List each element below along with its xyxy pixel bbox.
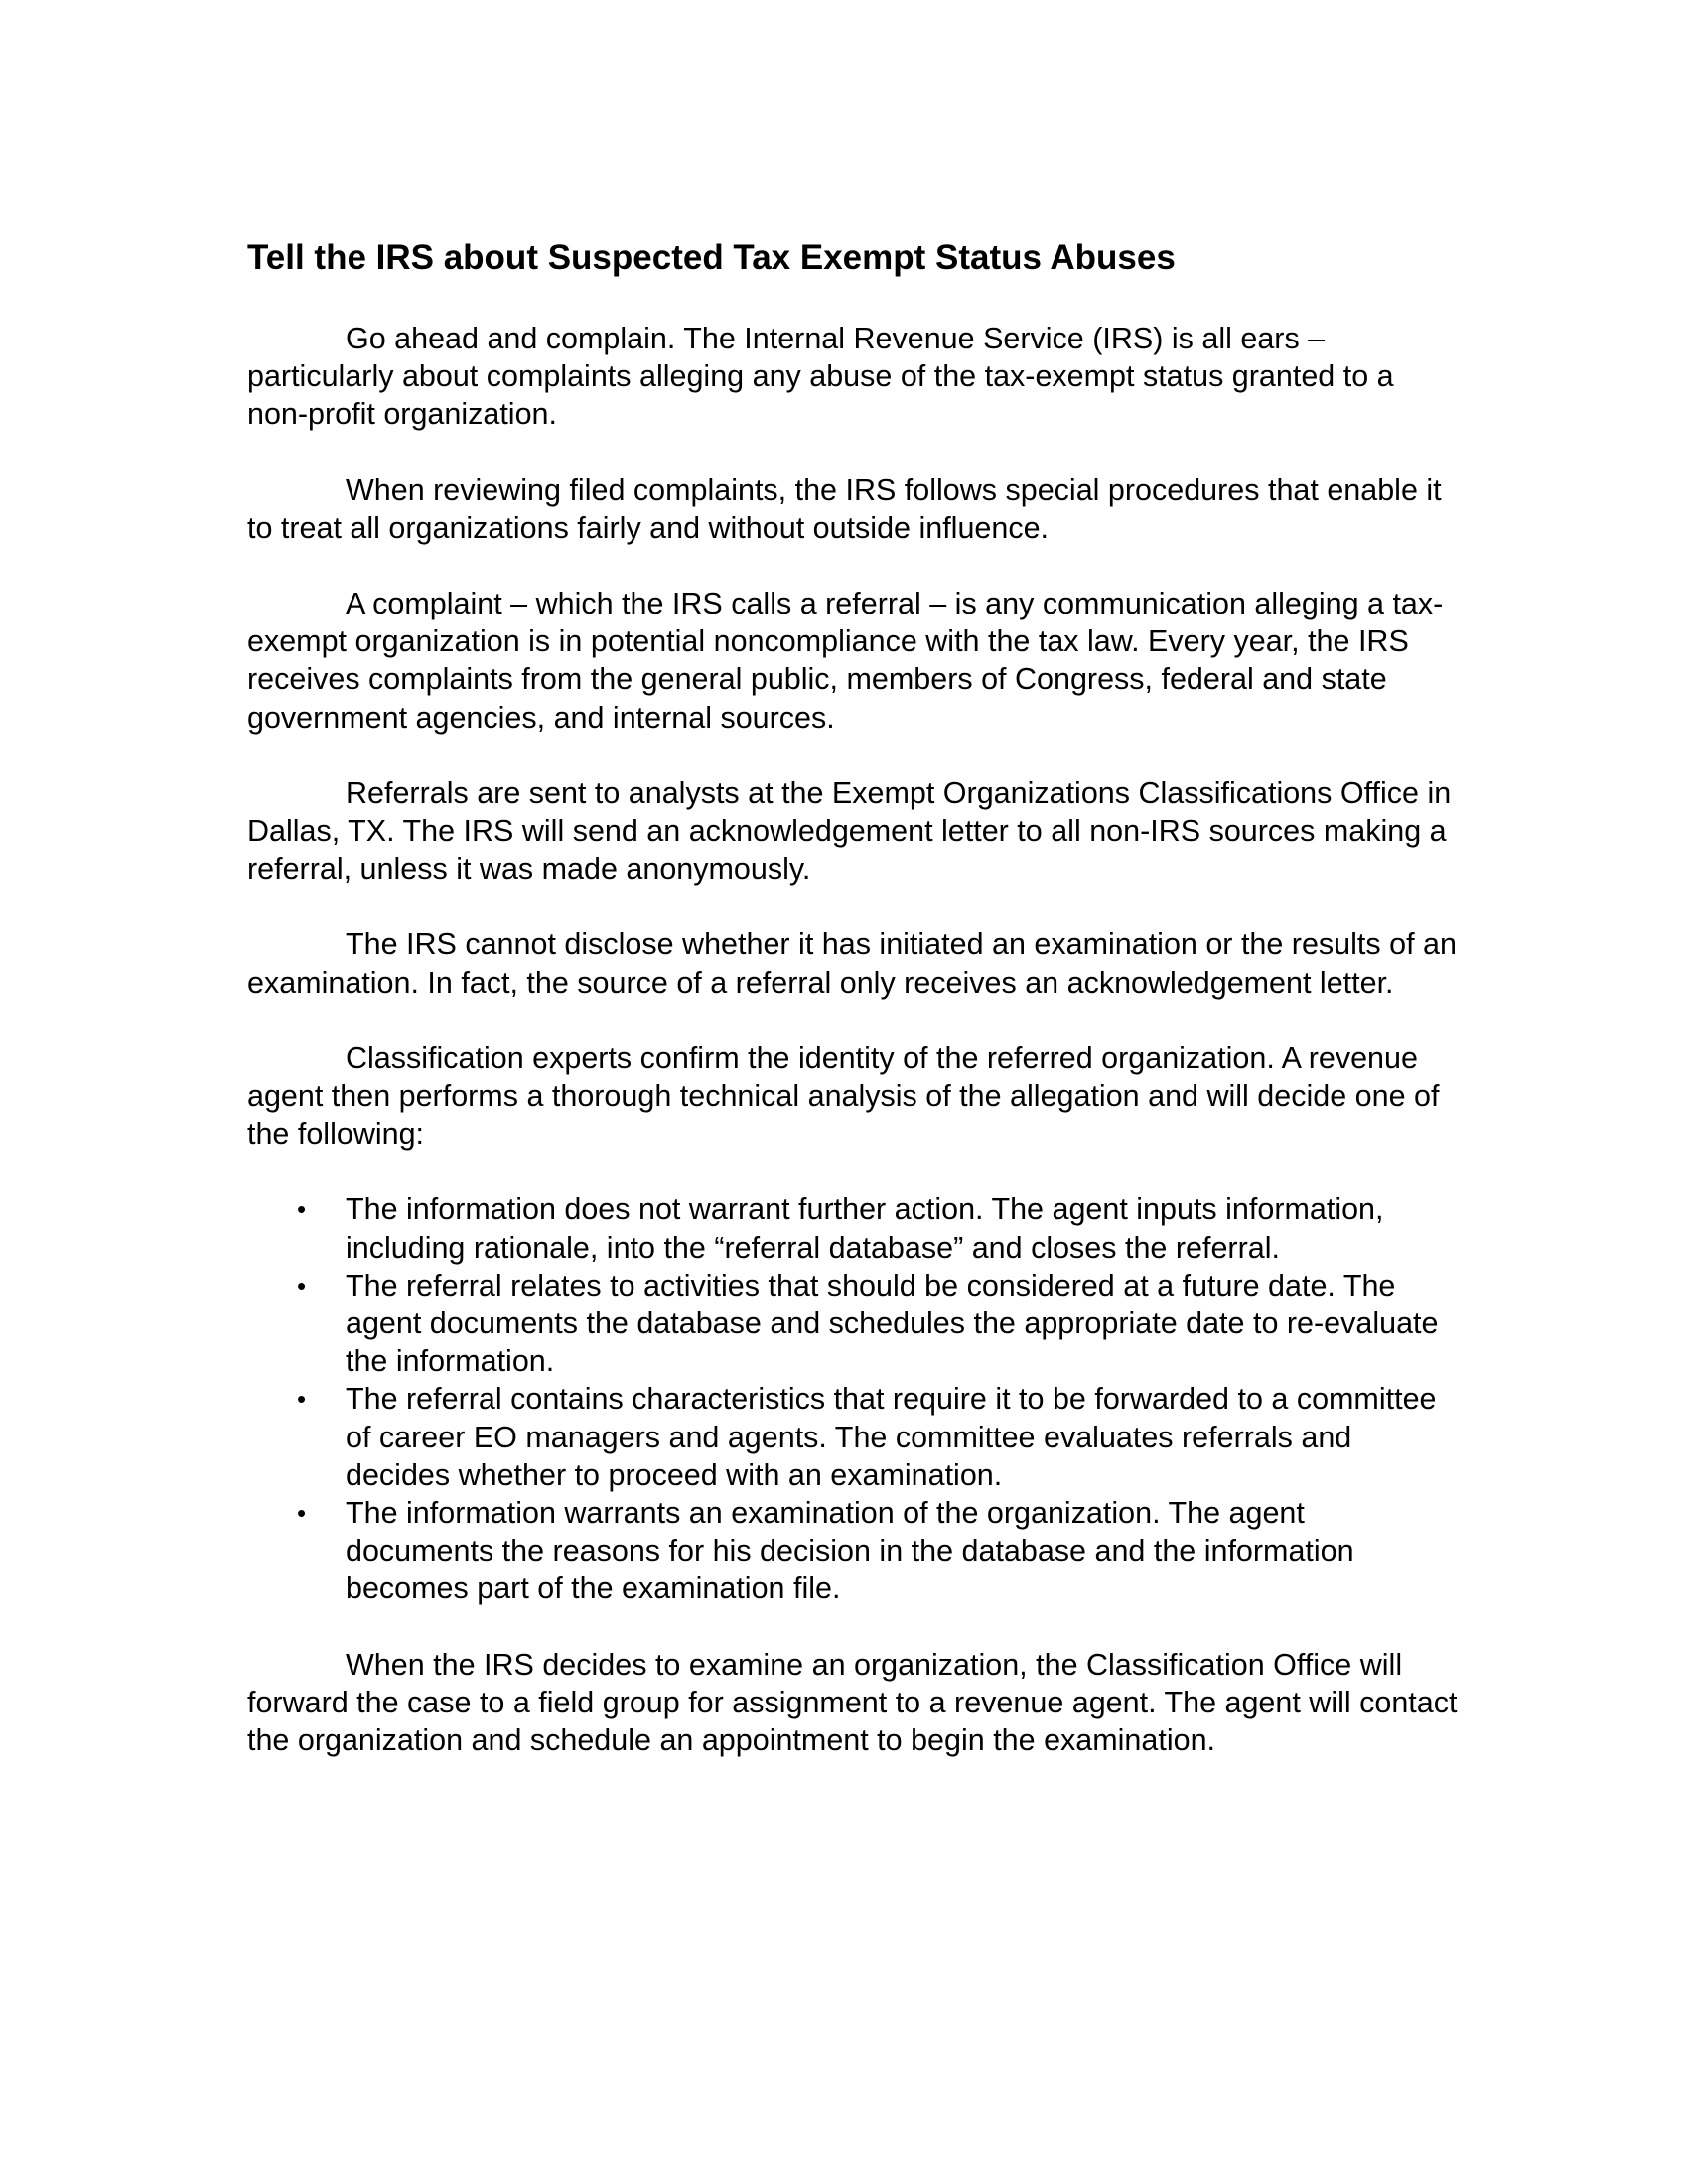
- paragraph-intro: Go ahead and complain. The Internal Revenue Service (IRS) is all ears – particularly about complaints alleging any abuse of the tax-exempt status granted to a non-profit organization.: [247, 322, 1394, 432]
- decision-text: The information does not warrant further action. The agent inputs information, including rationale, into the “referral database” and closes the referral.: [346, 1192, 1384, 1265]
- decision-list-item: [247, 1380, 1459, 1494]
- bullet-icon: •: [297, 1384, 307, 1415]
- paragraph-procedures: When reviewing filed complaints, the IRS follows special procedures that enable it to treat all organizations fairly and without outside influence.: [247, 473, 1442, 545]
- bullet-icon: •: [297, 1194, 307, 1225]
- paragraph-disclosure: The IRS cannot disclose whether it has initiated an examination or the results of an examination. In fact, the source of a referral only receives an acknowledgement letter.: [247, 927, 1457, 1000]
- decision-list-item: [247, 1190, 1459, 1266]
- paragraph-classification: Classification experts confirm the identity of the referred organization. A revenue agent then performs a thorough technical analysis of the allegation and will decide one of the following:: [247, 1040, 1440, 1152]
- document-body: [247, 230, 1459, 1797]
- paragraph-examination: When the IRS decides to examine an organization, the Classification Office will forward the case to a field group for assignment to a revenue agent. The agent will contact the organization and schedule an appointment to begin the examination.: [247, 1647, 1458, 1758]
- decision-list-item: [247, 1494, 1459, 1608]
- document-title: Tell the IRS about Suspected Tax Exempt Status Abuses: [247, 238, 1176, 277]
- decision-list-item: [247, 1267, 1459, 1381]
- bullet-icon: •: [297, 1498, 307, 1529]
- decision-text: The information warrants an examination of the organization. The agent documents the reasons for his decision in the database and the information becomes part of the examination file.: [346, 1496, 1354, 1606]
- paragraph-referrals-sent: Referrals are sent to analysts at the Exempt Organizations Classifications Office in Dallas, TX. The IRS will send an acknowledgement letter to all non-IRS sources making a referral, unless it was made anonymously.: [247, 775, 1452, 887]
- decision-text: The referral relates to activities that should be considered at a future date. The agent documents the database and schedules the appropriate date to re-evaluate the information.: [346, 1268, 1439, 1379]
- decision-text: The referral contains characteristics that require it to be forwarded to a committee of career EO managers and agents. The committee evaluates referrals and decides whether to proceed with an examination.: [346, 1382, 1437, 1492]
- bullet-icon: •: [297, 1270, 307, 1300]
- paragraph-complaint-definition: A complaint – which the IRS calls a referral – is any communication alleging a tax-exempt organization is in potential noncompliance with the tax law. Every year, the IRS receives complaints from the general public, members of Congress, federal and state government agencies, and internal sources.: [247, 587, 1444, 735]
- decision-list: [247, 1190, 1459, 1607]
